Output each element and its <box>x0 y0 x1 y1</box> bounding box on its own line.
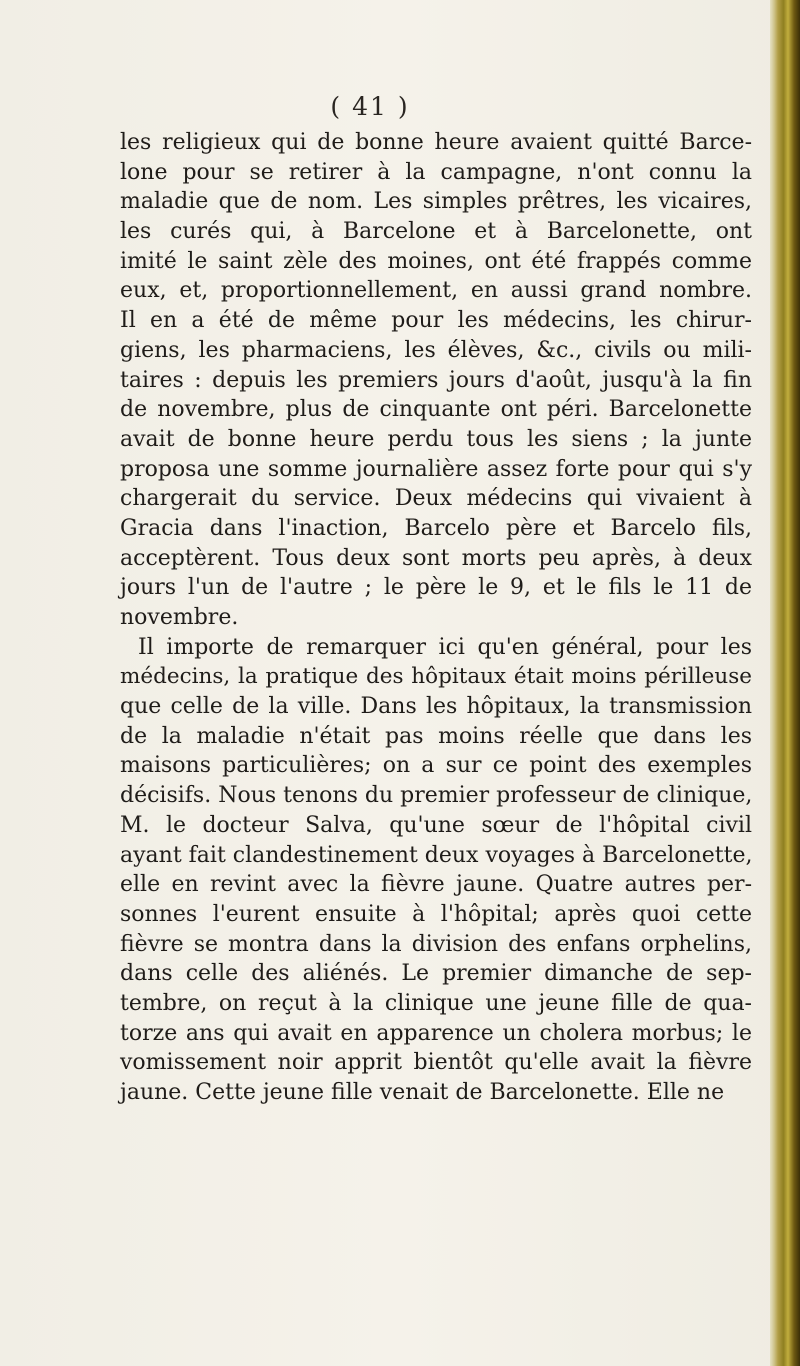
text-line: ayant fait clandestinement deux voyages à Barcelonette, <box>120 842 753 868</box>
text-line: avait de bonne heure perdu tous les siens ; la junte <box>120 426 752 452</box>
text-line: giens, les pharmaciens, les élèves, &c., civils ou mili- <box>120 337 752 363</box>
text-line: Il importe de remarquer ici qu'en général, pour les <box>138 634 752 660</box>
text-line: de novembre, plus de cinquante ont péri. Barcelonette <box>120 397 752 423</box>
text-line: jaune. Cette jeune fille venait de Barcelonette. Elle ne <box>120 1080 725 1105</box>
text-line: décisifs. Nous tenons du premier professeur de clinique, <box>120 783 753 809</box>
text-line: novembre. <box>120 605 239 630</box>
page-number: ( 41 ) <box>330 92 410 121</box>
text-line: tembre, on reçut à la clinique une jeune fille de qua- <box>120 990 752 1016</box>
text-line: fièvre se montra dans la division des enfans orphelins, <box>120 931 752 957</box>
text-line: proposa une somme journalière assez forte pour qui s'y <box>120 456 752 482</box>
text-line: vomissement noir apprit bientôt qu'elle avait la fièvre <box>120 1050 752 1076</box>
body-text <box>120 128 752 1108</box>
text-line: acceptèrent. Tous deux sont morts peu après, à deux <box>120 545 752 571</box>
text-line: elle en revint avec la fièvre jaune. Quatre autres per- <box>120 872 752 898</box>
text-line: que celle de la ville. Dans les hôpitaux, la transmission <box>120 694 752 720</box>
text-line: maisons particulières; on a sur ce point des exemples <box>120 753 752 779</box>
text-line: jours l'un de l'autre ; le père le 9, et le fils le 11 de <box>120 575 752 601</box>
text-line: sonnes l'eurent ensuite à l'hôpital; après quoi cette <box>120 901 752 927</box>
text-line: Gracia dans l'inaction, Barcelo père et Barcelo fils, <box>120 515 752 541</box>
text-line: M. le docteur Salva, qu'une sœur de l'hôpital civil <box>120 812 752 838</box>
text-line: lone pour se retirer à la campagne, n'ont connu la <box>120 159 752 185</box>
text-line: Il en a été de même pour les médecins, les chirur- <box>120 308 752 334</box>
text-line: de la maladie n'était pas moins réelle que dans les <box>120 723 752 749</box>
text-line: dans celle des aliénés. Le premier dimanche de sep- <box>120 961 752 987</box>
text-line: imité le saint zèle des moines, ont été frappés comme <box>120 248 752 274</box>
book-binding-edge <box>770 0 800 1366</box>
text-line: taires : depuis les premiers jours d'août, jusqu'à la fin <box>120 367 752 393</box>
text-line: maladie que de nom. Les simples prêtres, les vicaires, <box>120 189 752 215</box>
text-line: torze ans qui avait en apparence un cholera morbus; le <box>120 1020 752 1046</box>
text-line: les curés qui, à Barcelone et à Barcelonette, ont <box>120 219 752 245</box>
text-line: médecins, la pratique des hôpitaux était moins périlleuse <box>120 664 752 690</box>
text-line: les religieux qui de bonne heure avaient quitté Barce- <box>120 130 752 155</box>
text-line: eux, et, proportionnellement, en aussi grand nombre. <box>120 278 752 304</box>
text-line: chargerait du service. Deux médecins qui vivaient à <box>120 486 752 512</box>
